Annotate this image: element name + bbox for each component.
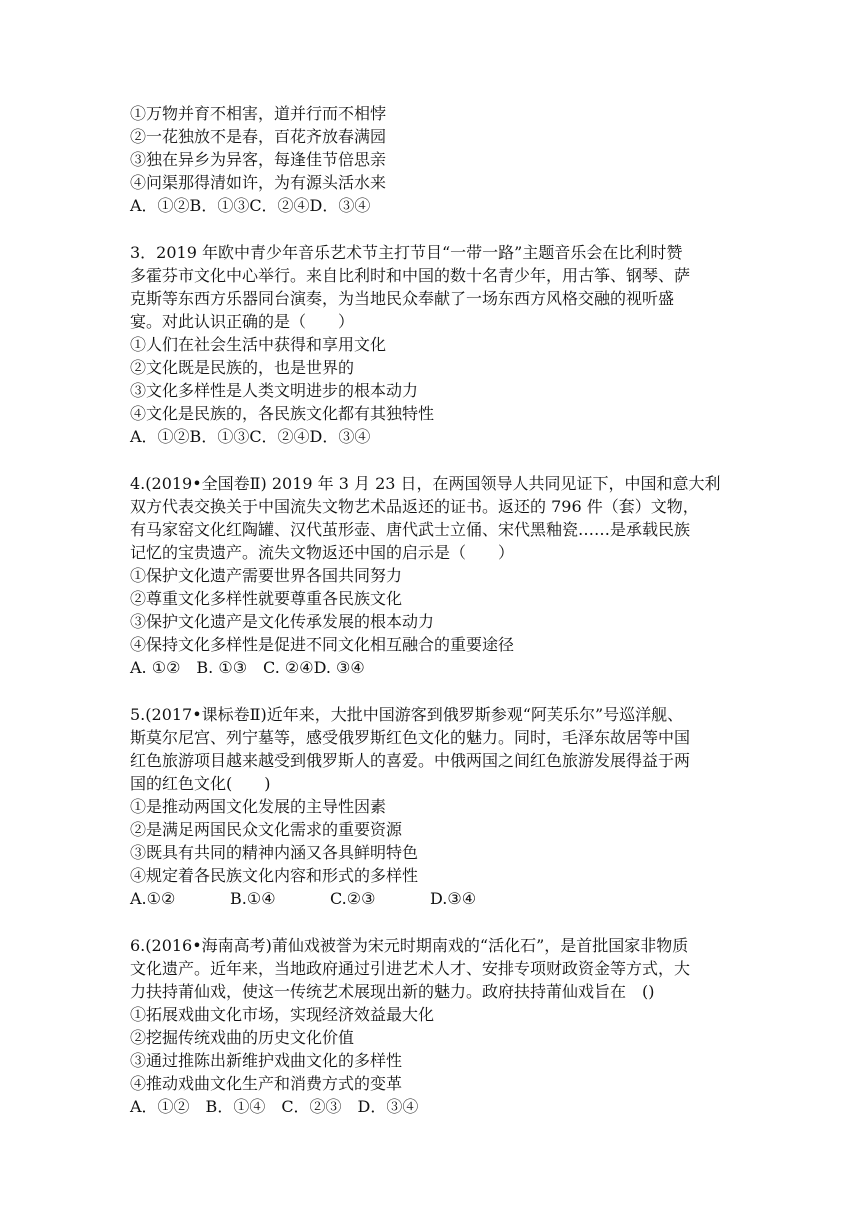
option-item: ④推动戏曲文化生产和消费方式的变革 (130, 1074, 403, 1093)
question-2-continued (130, 102, 760, 217)
question-stem-line: 文化遗产。近年来，当地政府通过引进艺术人才、安排专项财政资金等方式，大 (130, 959, 691, 978)
option-item: ③文化多样性是人类文明进步的根本动力 (130, 381, 419, 400)
question-stem-line: 克斯等东西方乐器同台演奏，为当地民众奉献了一场东西方风格交融的视听盛 (130, 289, 675, 308)
answer-choices: A. ①② B. ①③ C. ②④D. ③④ (130, 658, 365, 677)
question-6 (130, 934, 760, 1118)
option-item: ②一花独放不是春，百花齐放春满园 (130, 127, 387, 146)
option-item: ③通过推陈出新维护戏曲文化的多样性 (130, 1051, 403, 1070)
question-stem-line: 6.(2016•海南高考)莆仙戏被誉为宋元时期南戏的“活化石”，是首批国家非物质 (130, 936, 689, 955)
option-item: ②挖掘传统戏曲的历史文化价值 (130, 1028, 355, 1047)
option-item: ②尊重文化多样性就要尊重各民族文化 (130, 589, 403, 608)
question-stem-line: 3．2019 年欧中青少年音乐艺术节主打节目“一带一路”主题音乐会在比利时赞 (130, 243, 683, 262)
question-stem-line: 红色旅游项目越来越受到俄罗斯人的喜爱。中俄两国之间红色旅游发展得益于两 (130, 751, 691, 770)
answer-option-d: D.③④ (430, 889, 477, 908)
option-item: ①人们在社会生活中获得和享用文化 (130, 335, 387, 354)
question-stem-line: 力扶持莆仙戏，使这一传统艺术展现出新的魅力。政府扶持莆仙戏旨在 () (130, 982, 655, 1001)
option-item: ②文化既是民族的，也是世界的 (130, 358, 355, 377)
question-3 (130, 241, 760, 448)
answer-option-a: A.①② (130, 889, 176, 908)
question-stem-line: 国的红色文化( ) (130, 774, 271, 793)
question-stem-line: 5.(2017•课标卷Ⅱ)近年来，大批中国游客到俄罗斯参观“阿芙乐尔”号巡洋舰、 (130, 705, 684, 724)
option-item: ④文化是民族的，各民族文化都有其独特性 (130, 404, 435, 423)
answer-choices: A．①② B．①④ C．②③ D．③④ (130, 1097, 419, 1116)
question-stem-line: 多霍芬市文化中心举行。来自比利时和中国的数十名青少年，用古筝、钢琴、萨 (130, 266, 691, 285)
option-item: ③保护文化遗产是文化传承发展的根本动力 (130, 612, 435, 631)
option-item: ①是推动两国文化发展的主导性因素 (130, 797, 387, 816)
question-stem-line: 4.(2019•全国卷Ⅱ) 2019 年 3 月 23 日，在两国领导人共同见证下，中国和意大利 (130, 474, 721, 493)
answer-choices: A．①②B．①③C．②④D．③④ (130, 196, 371, 215)
question-stem-line: 双方代表交换关于中国流失文物艺术品返还的证书。返还的 796 件（套）文物， (130, 497, 699, 516)
question-stem-line: 斯莫尔尼宫、列宁墓等，感受俄罗斯红色文化的魅力。同时，毛泽东故居等中国 (130, 728, 691, 747)
question-4 (130, 472, 760, 679)
question-stem-line: 有马家窑文化红陶罐、汉代茧形壶、唐代武士立俑、宋代黑釉瓷……是承载民族 (130, 520, 691, 539)
option-item: ①拓展戏曲文化市场，实现经济效益最大化 (130, 1005, 435, 1024)
option-item: ④保持文化多样性是促进不同文化相互融合的重要途径 (130, 635, 515, 654)
option-item: ①保护文化遗产需要世界各国共同努力 (130, 566, 403, 585)
answer-option-b: B.①④ (230, 889, 276, 908)
option-item: ④问渠那得清如许，为有源头活水来 (130, 173, 387, 192)
answer-choices (130, 887, 760, 910)
option-item: ③既具有共同的精神内涵又各具鲜明特色 (130, 843, 419, 862)
question-stem-line: 宴。对此认识正确的是（ ） (130, 312, 355, 331)
option-item: ④规定着各民族文化内容和形式的多样性 (130, 866, 419, 885)
question-stem-line: 记忆的宝贵遗产。流失文物返还中国的启示是（ ） (130, 543, 515, 562)
option-item: ②是满足两国民众文化需求的重要资源 (130, 820, 403, 839)
answer-choices: A．①②B．①③C．②④D．③④ (130, 427, 371, 446)
question-5 (130, 703, 760, 910)
option-item: ①万物并育不相害，道并行而不相悖 (130, 104, 387, 123)
option-item: ③独在异乡为异客，每逢佳节倍思亲 (130, 150, 387, 169)
answer-option-c: C.②③ (330, 889, 376, 908)
